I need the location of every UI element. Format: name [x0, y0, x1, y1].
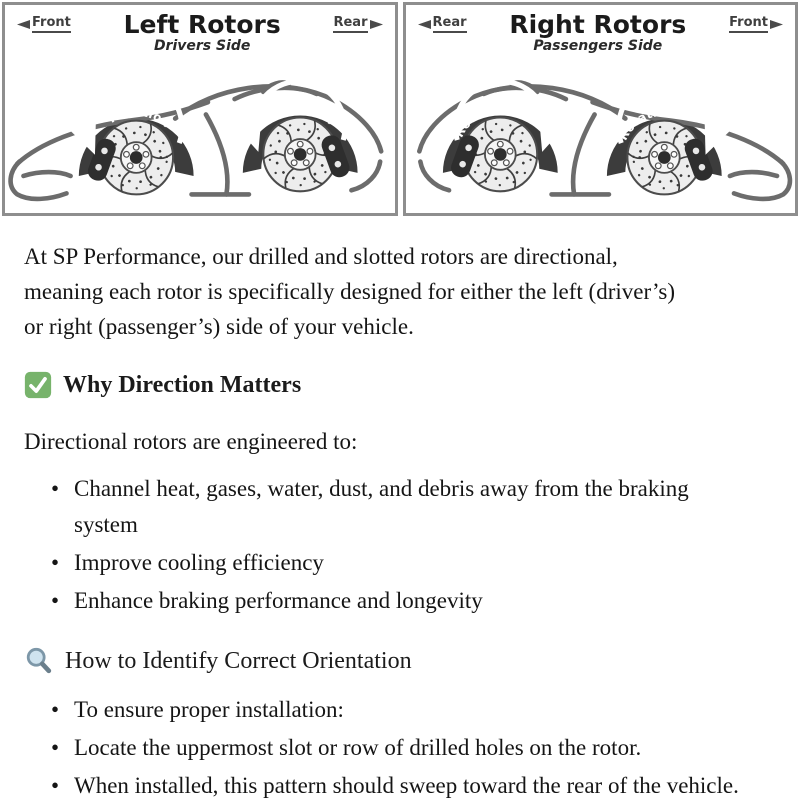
right-arrow-icon [370, 18, 385, 31]
right-panel-header [406, 5, 796, 54]
intro-paragraph: At SP Performance, our drilled and slotted rotors are directional, meaning each rotor is specifically designed for either the left (driver’s) or right (passenger’s) side of your vehicle. [24, 244, 675, 339]
panel-subtitle: Drivers Side [153, 38, 251, 54]
left-car-illustration [5, 55, 395, 211]
list-item: • Improve cooling efficiency [51, 545, 693, 581]
rotation-label: Rotation [451, 101, 512, 140]
rotor-direction-figure [0, 0, 800, 218]
panel-title: Left Rotors [123, 10, 281, 39]
lead-paragraph: Directional rotors are engineered to: [24, 429, 358, 454]
right-car-illustration [406, 55, 796, 211]
panel-subtitle: Passengers Side [533, 38, 663, 54]
list-item: • Enhance braking performance and longevity [51, 583, 693, 619]
panel-title: Right Rotors [509, 10, 687, 39]
front-direction-label [15, 15, 71, 33]
rear-direction-label [416, 15, 467, 33]
rear-direction-label [333, 15, 384, 33]
left-panel-titles [71, 12, 334, 54]
left-panel-header [5, 5, 395, 54]
left-arrow-icon [15, 18, 30, 31]
front-direction-label [729, 15, 785, 33]
rotation-label: Rotation [615, 104, 676, 143]
benefits-list [51, 471, 776, 619]
rotation-label: Rotation [106, 104, 174, 131]
direction-text: Rear [333, 15, 367, 33]
magnifier-icon [24, 646, 54, 676]
section-heading-identify-orientation [24, 646, 776, 676]
section-heading-why-direction-matters [24, 371, 776, 399]
direction-text: Rear [433, 15, 467, 33]
list-item: • When installed, this pattern should sweep toward the rear of the vehicle. [51, 768, 757, 804]
right-arrow-icon [770, 18, 785, 31]
right-panel-titles [467, 12, 730, 54]
direction-text: Front [729, 15, 768, 33]
list-item: • Channel heat, gases, water, dust, and debris away from the braking system [51, 471, 693, 543]
heading-text: Why Direction Matters [63, 371, 302, 398]
heading-text: How to Identify Correct Orientation [65, 647, 412, 674]
left-arrow-icon [416, 18, 431, 31]
left-rotors-panel [2, 2, 398, 216]
orientation-list [51, 692, 776, 804]
check-mark-icon [24, 371, 52, 399]
direction-text: Front [32, 15, 71, 33]
list-item: • Locate the uppermost slot or row of drilled holes on the rotor. [51, 730, 757, 766]
right-rotors-panel [403, 2, 799, 216]
rotation-label: Rotation [270, 101, 338, 128]
article-content [0, 218, 800, 804]
list-item: • To ensure proper installation: [51, 692, 757, 728]
